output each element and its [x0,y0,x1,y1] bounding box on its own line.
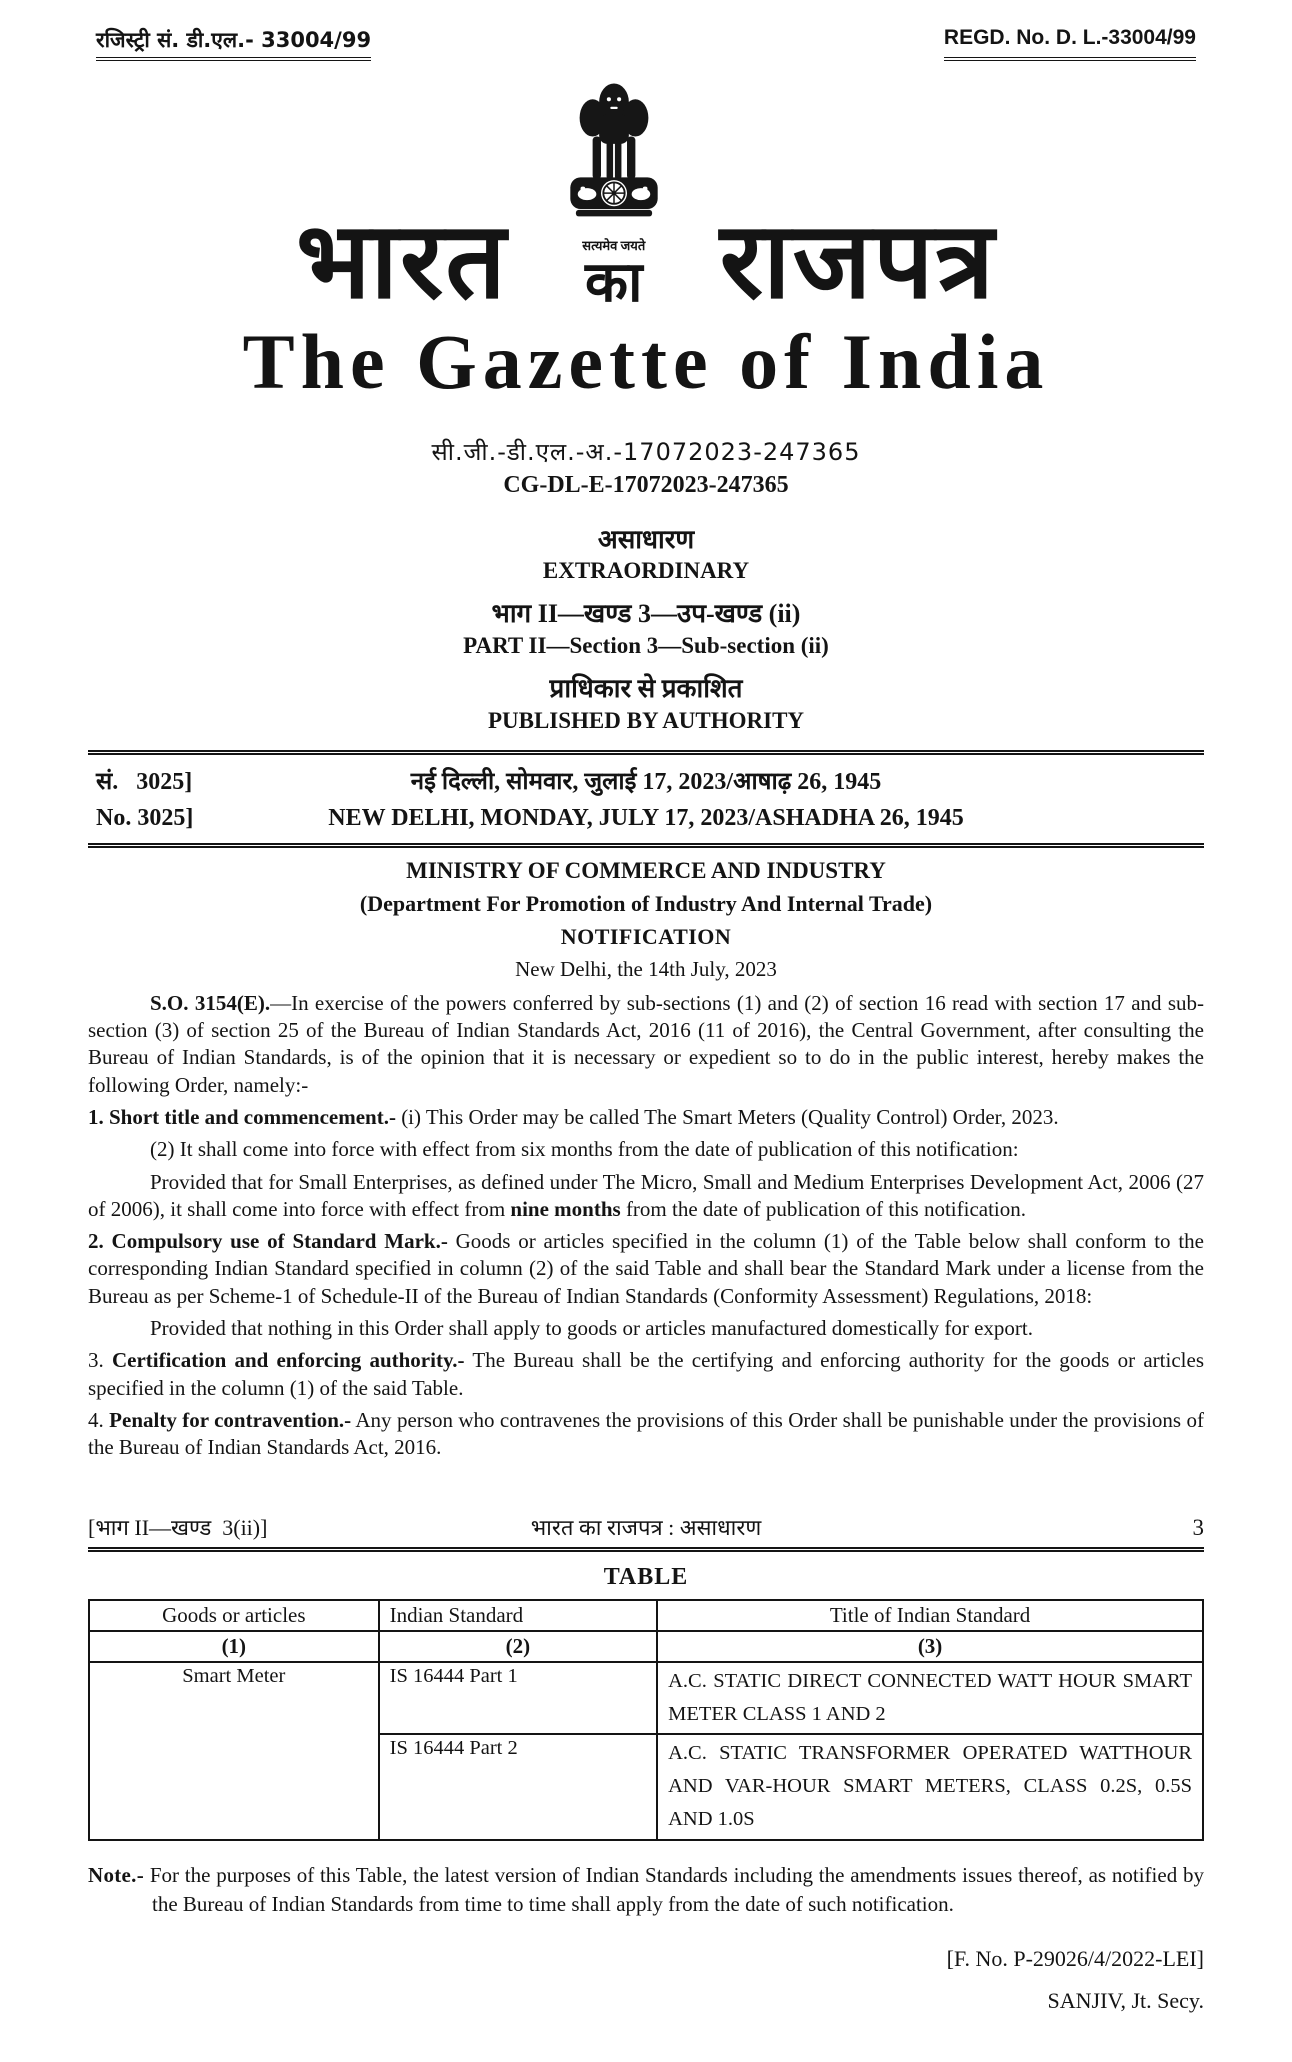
authority-hindi: प्राधिकार से प्रकाशित [549,674,743,704]
page3-page-number: 3 [1192,1514,1204,1540]
proviso-2-text: Provided that nothing in this Order shall apply to goods or articles manufactured domestically for export. [150,1316,1033,1341]
page3-gazette-title: भारत का राजपत्र : असाधारण [530,1514,762,1540]
cell-standard-1: IS 16444 Part 1 [379,1662,658,1734]
col-header-standard: Indian Standard [379,1600,658,1631]
section-1-heading: 1. Short title and commencement.- [88,1104,396,1129]
extraordinary-english: EXTRAORDINARY [542,558,750,584]
proviso-1-bold: nine months [510,1196,621,1221]
emblem-motto: सत्यमेव जयते [582,238,646,253]
part-english: PART II—Section 3—Sub-section (ii) [463,633,829,659]
colnum-1: (1) [89,1631,379,1662]
signatory: SANJIV, Jt. Secy. [1047,1988,1204,2014]
issue-number-english: No. 3025] [96,804,194,831]
masthead-row [0,77,1292,321]
section-4 [88,1407,1204,1462]
emblem-chakra [601,180,627,206]
signature-block [88,1946,1204,2014]
page3-header-rule [88,1547,1204,1552]
proviso-1-pre: Provided that for Small Enterprises, as defined under The Micro, Small and Medium Enterprises Development Act, 2006 (27 of 2006), it shall come into force with effect from [88,1169,1204,1221]
section-4-text: Any person who contravenes the provisions of this Order shall be punishable under the provisions of the Bureau of Indian Standards Act, 2016. [88,1407,1204,1460]
department-title: (Department For Promotion of Industry And Internal Trade) [359,890,933,916]
notification-heading: NOTIFICATION [560,923,732,949]
section-3-heading: Certification and enforcing authority.- [111,1348,465,1373]
masthead [0,77,1292,403]
standards-table [88,1599,1204,1841]
section-1 [88,1104,1204,1131]
edition-part [0,597,1292,661]
table-colnum-row [89,1631,1203,1662]
section-1-sub2-text: (2) It shall come into force with effect from six months from the date of publication of this notification: [150,1137,1019,1162]
table-note [88,1861,1204,1921]
page3-part-ref: [भाग II—खण्ड 3(ii)] [88,1514,268,1540]
issue-date-hindi: नई दिल्ली, सोमवार, जुलाई 17, 2023/आषाढ़ 26, 1945 [410,768,882,795]
cell-title-1: A.C. STATIC DIRECT CONNECTED WATT HOUR SMART METER CLASS 1 AND 2 [657,1662,1203,1734]
edition-extraordinary [0,523,1292,587]
col-header-goods: Goods or articles [89,1600,379,1631]
authority-english: PUBLISHED BY AUTHORITY [487,707,805,733]
cell-standard-2: IS 16444 Part 2 [379,1734,658,1840]
ministry-block [0,858,1292,982]
masthead-hindi-bharat: भारत [296,203,508,321]
ministry-title: MINISTRY OF COMMERCE AND INDUSTRY [406,857,886,883]
table-header-row [89,1600,1203,1631]
registration-header [0,0,1292,61]
emblem-column [534,77,694,313]
page3-running-header [88,1512,1204,1542]
note-text: For the purposes of this Table, the latest version of Indian Standards including the amendments issues thereof, as notified by the Bureau of Indian Standards from time to time shall apply from the date of such notification. [144,1862,1204,1917]
masthead-hindi-rajpatra: राजपत्र [719,203,996,321]
section-2 [88,1228,1204,1310]
issue-row-hindi [88,764,1204,800]
gazette-english-title: The Gazette of India [242,317,1050,405]
table-title: TABLE [603,1563,689,1590]
section-2-text: Goods or articles specified in the column (1) of the Table below shall conform to the corresponding Indian Standard specified in column (2) of the said Table and shall bear the Standard Mark under a license from the Bureau as per Scheme-1 of Schedule-II of the Bureau of Indian Standards (Conformity Assessment) Regulations, 2018: [88,1229,1204,1308]
section-3-text: The Bureau shall be the certifying and enforcing authority for the goods or articles specified in the column (1) of the said Table. [88,1348,1204,1400]
so-text: —In exercise of the powers conferred by sub-sections (1) and (2) of section 16 read with section 17 and sub-section (3) of section 25 of the Bureau of Indian Standards Act, 2016 (11 of 2016), the Central Government, after consulting the Bureau of Indian Standards, is of the opinion that it is necessary or expedient so to do in the public interest, hereby makes the following Order, namely:- [88,990,1204,1097]
section-1-text: (i) This Order may be called The Smart Meters (Quality Control) Order, 2023. [395,1104,1059,1129]
proviso-1-post: from the date of publication of this notification. [620,1196,1027,1221]
issue-date-english: NEW DELHI, MONDAY, JULY 17, 2023/ASHADHA 26, 1945 [328,804,964,831]
file-number: [F. No. P-29026/4/2022-LEI] [946,1946,1204,1972]
issue-bar [88,750,1204,848]
section-2-heading: 2. Compulsory use of Standard Mark.- [88,1229,448,1254]
section-1-sub2 [88,1136,1204,1163]
extraordinary-hindi: असाधारण [597,524,695,554]
table-row [89,1662,1203,1734]
colnum-2: (2) [379,1631,658,1662]
section-3-number: 3. [88,1348,112,1373]
proviso-2 [88,1315,1204,1342]
issue-number-hindi: सं. 3025] [96,768,193,795]
colnum-3: (3) [657,1631,1203,1662]
so-paragraph [88,990,1204,1099]
section-4-number: 4. [88,1407,110,1432]
part-hindi: भाग II—खण्ड 3—उप-खण्ड (ii) [491,599,801,629]
section-4-heading: Penalty for contravention.- [109,1407,352,1432]
code-english: CG-DL-E-17072023-247365 [503,471,789,498]
regd-number-english: REGD. No. D. L.-33004/99 [944,26,1196,61]
code-hindi: सी.जी.-डी.एल.-अ.-17072023-247365 [431,437,861,466]
section-3 [88,1347,1204,1402]
issue-row-english [88,800,1204,836]
note-label: Note.- [88,1862,145,1887]
so-number: S.O. 3154(E). [150,990,271,1015]
cell-goods: Smart Meter [89,1662,379,1840]
cell-title-2: A.C. STATIC TRANSFORMER OPERATED WATTHOUR AND VAR-HOUR SMART METERS, CLASS 0.2S, 0.5S AND 1.0S [657,1734,1203,1840]
proviso-1 [88,1169,1204,1224]
edition-block [0,523,1292,736]
col-header-title: Title of Indian Standard [657,1600,1203,1631]
masthead-hindi-ka: का [585,252,643,314]
national-emblem-icon [558,77,670,235]
edition-authority [0,672,1292,736]
regd-number-hindi: रजिस्ट्री सं. डी.एल.- 33004/99 [96,26,371,61]
notification-body [88,990,1204,1462]
gazette-codes [0,435,1292,499]
place-date-line: New Delhi, the 14th July, 2023 [515,956,777,981]
